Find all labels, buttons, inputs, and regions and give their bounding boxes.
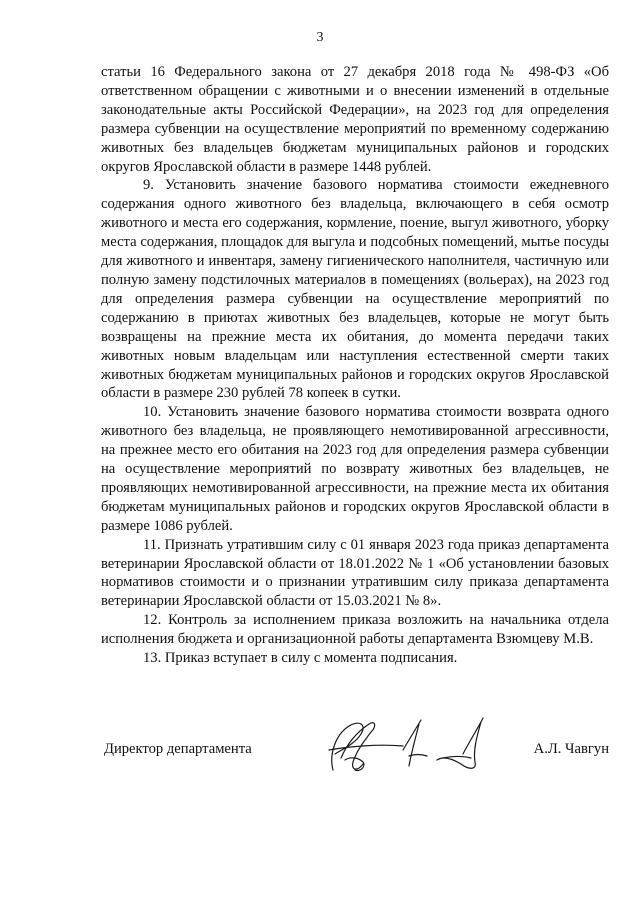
handwritten-signature xyxy=(311,710,501,780)
document-body xyxy=(101,63,609,668)
paragraph-item-9: 9. Установить значение базового норматива стоимости ежедневного содержания одного животного без владельца, включающего в себя осмотр животного и места его содержания, кормление, поение, выгул животного, уборку места содержания, площадок для выгула и подсобных помещений, мытье посуды для животного и инвентаря, замену гигиенического наполнителя, частичную или полную замену подстилочных материалов в помещениях (вольерах), на 2023 год для определения размера субвенции на осуществление мероприятий по содержанию в приютах животных без владельцев, которые не могут быть возвращены на прежние места их обитания, до момента передачи таких животных новым владельцам или наступления естественной смерти таких животных бюджетам муниципальных районов и городских округов Ярославской области в размере 230 рублей 78 копеек в сутки. xyxy=(101,177,609,402)
paragraph-item-13: 13. Приказ вступает в силу с момента подписания. xyxy=(143,650,458,667)
page-number: 3 xyxy=(316,30,324,45)
signatory-position: Директор департамента xyxy=(104,741,252,757)
paragraph-continuation: статьи 16 Федерального закона от 27 декабря 2018 года № 498-ФЗ «Об ответственном обращении с животными и о внесении изменений в отдельные законодательные акты Российской Федерации», на 2023 год для определения размера субвенции на осуществление мероприятий по временному содержанию животных без владельцев бюджетам муниципальных районов и городских округов Ярославской области в размере 1448 рублей. xyxy=(101,64,609,175)
paragraph-item-11: 11. Признать утратившим силу с 01 января 2023 года приказ департамента ветеринарии Ярославской области от 18.01.2022 № 1 «Об установлении базовых нормативов стоимости и о признании утратившим силу приказа департамента ветеринарии Ярославской области от 15.03.2021 № 8». xyxy=(101,536,609,610)
paragraph-item-10: 10. Установить значение базового норматива стоимости возврата одного животного без владельца, не проявляющего немотивированной агрессивности, на прежнее место его обитания на 2023 год для определения размера субвенции на осуществление мероприятий по возврату животных без владельцев, не проявляющих немотивированной агрессивности, на прежние места их обитания бюджетам муниципальных районов и городских округов Ярославской области в размере 1086 рублей. xyxy=(101,404,609,534)
paragraph-item-12: 12. Контроль за исполнением приказа возложить на начальника отдела исполнения бюджета и организационной работы департамента Взюмцеву М.В. xyxy=(101,612,609,648)
signatory-name: А.Л. Чавгун xyxy=(533,741,609,757)
signature-block xyxy=(101,708,609,788)
